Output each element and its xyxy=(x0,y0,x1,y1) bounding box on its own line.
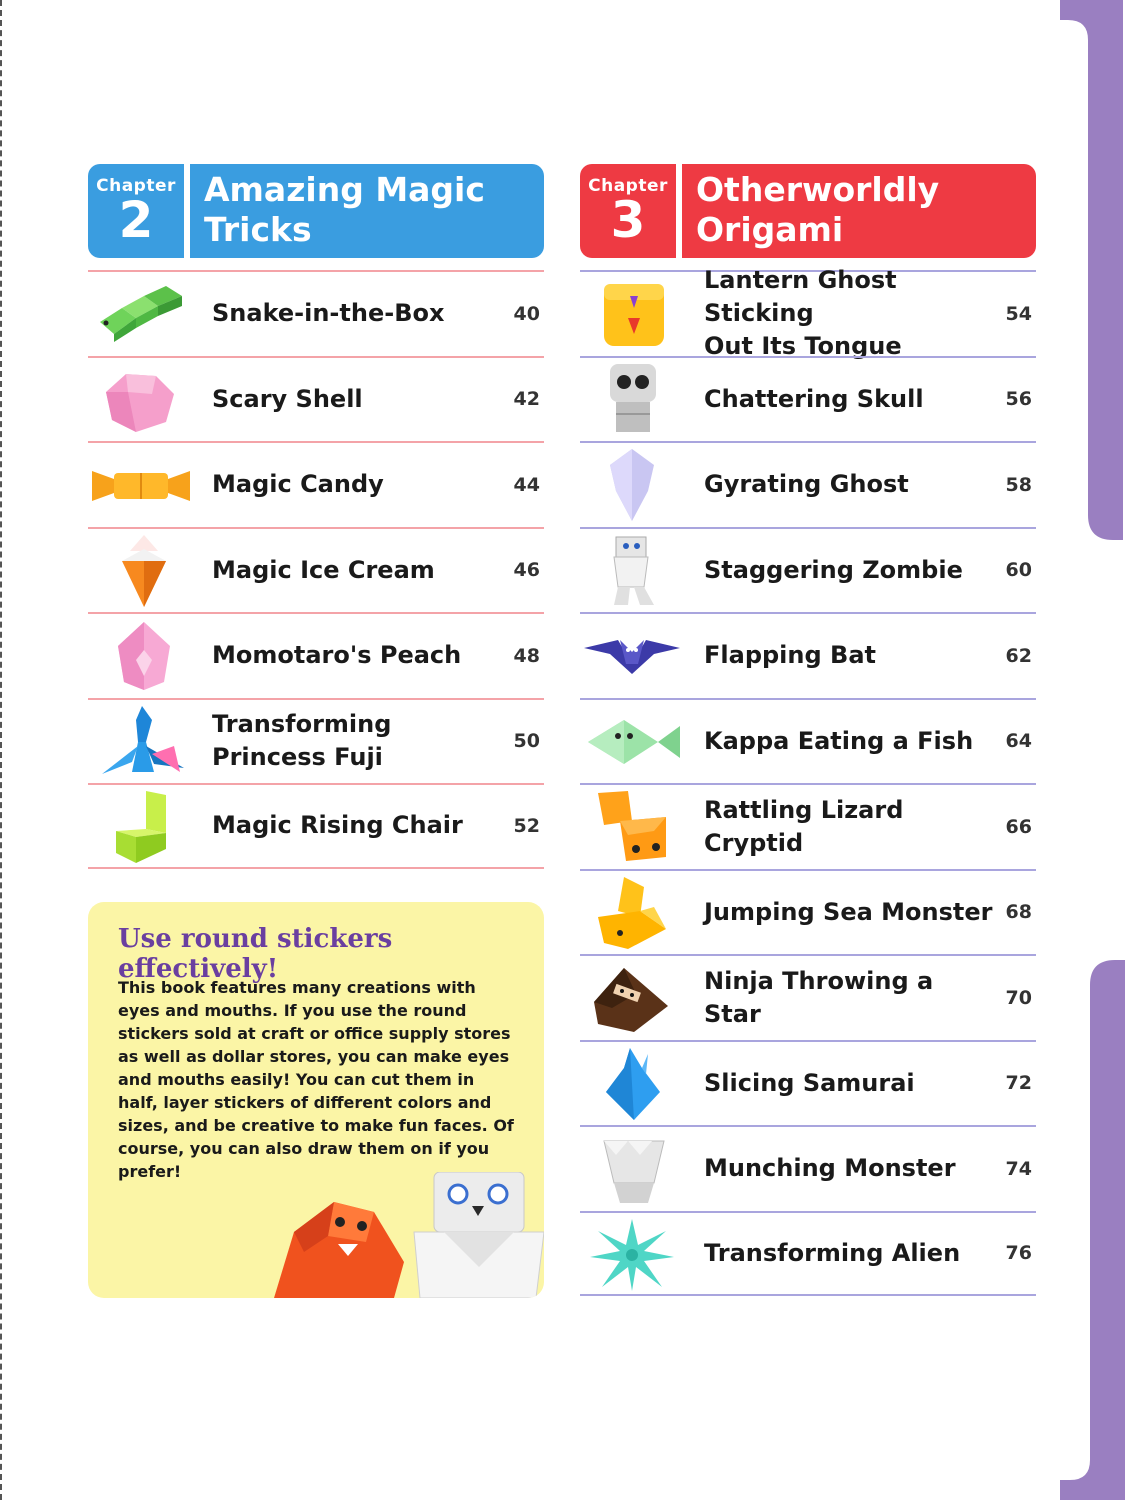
ice-cream-cone-origami-icon xyxy=(92,535,190,607)
entry-title: Rattling Lizard Cryptid xyxy=(704,795,904,857)
fish-origami-icon xyxy=(584,706,682,778)
chapter-2-contents-list xyxy=(88,270,544,869)
blue-bird-origami-icon xyxy=(92,706,190,778)
entry-title: Kappa Eating a Fish xyxy=(704,726,974,755)
chapter-title: Otherworldly Origami xyxy=(696,170,940,249)
toc-entry[interactable] xyxy=(580,356,1036,442)
toc-entry[interactable] xyxy=(88,783,544,869)
entry-title: Magic Ice Cream xyxy=(212,555,435,584)
chapter-number: 2 xyxy=(118,191,154,249)
entry-title: Momotaro's Peach xyxy=(212,641,462,670)
green-snake-origami-icon xyxy=(92,278,190,350)
toc-entry[interactable] xyxy=(580,1211,1036,1297)
entry-page-number: 66 xyxy=(1005,815,1032,838)
star-alien-origami-icon xyxy=(584,1219,682,1291)
toc-entry[interactable] xyxy=(88,356,544,442)
chapter-3-title-box xyxy=(682,164,1036,258)
entry-title: Transforming Princess Fuji xyxy=(212,710,392,772)
entry-page-number: 72 xyxy=(1005,1072,1032,1095)
toc-entry[interactable] xyxy=(580,1125,1036,1211)
entry-title: Magic Candy xyxy=(212,470,384,499)
entry-title: Transforming Alien xyxy=(704,1238,961,1267)
toc-entry[interactable] xyxy=(580,612,1036,698)
entry-page-number: 74 xyxy=(1005,1157,1032,1180)
toc-entry[interactable] xyxy=(580,266,1036,361)
entry-title: Chattering Skull xyxy=(704,384,924,413)
entry-page-number: 58 xyxy=(1005,473,1032,496)
chapter-number: 3 xyxy=(610,191,646,249)
toc-entry[interactable] xyxy=(580,954,1036,1040)
chapter-2-header xyxy=(88,164,544,258)
bat-origami-icon xyxy=(584,620,682,692)
pink-peach-origami-icon xyxy=(92,620,190,692)
entry-page-number: 40 xyxy=(513,302,540,325)
entry-page-number: 70 xyxy=(1005,986,1032,1009)
lizard-origami-icon xyxy=(584,791,682,863)
purple-side-tabs xyxy=(1060,0,1125,1500)
toc-entry[interactable] xyxy=(88,441,544,527)
toc-entry[interactable] xyxy=(580,783,1036,869)
entry-title: Jumping Sea Monster xyxy=(704,897,993,926)
toc-entry[interactable] xyxy=(580,869,1036,955)
entry-title: Gyrating Ghost xyxy=(704,470,909,499)
ghost-origami-icon xyxy=(584,449,682,521)
entry-page-number: 54 xyxy=(1005,302,1032,325)
lantern-ghost-origami-icon xyxy=(584,278,682,350)
monster-origami-icon xyxy=(584,1133,682,1205)
entry-page-number: 50 xyxy=(513,730,540,753)
toc-entry[interactable] xyxy=(88,527,544,613)
entry-title: Scary Shell xyxy=(212,384,363,413)
ninja-origami-icon xyxy=(584,962,682,1034)
toc-entry[interactable] xyxy=(580,698,1036,784)
entry-title: Munching Monster xyxy=(704,1154,956,1183)
entry-page-number: 46 xyxy=(513,559,540,582)
toc-entry[interactable] xyxy=(580,527,1036,613)
toc-entry[interactable] xyxy=(88,698,544,784)
chapter-label: Chapter xyxy=(96,176,176,196)
toc-entry[interactable] xyxy=(580,1040,1036,1126)
entry-page-number: 68 xyxy=(1005,901,1032,924)
entry-page-number: 62 xyxy=(1005,644,1032,667)
stickers-tip-box xyxy=(88,902,544,1298)
entry-title: Snake-in-the-Box xyxy=(212,299,445,328)
chapter-2-title-box xyxy=(190,164,544,258)
entry-page-number: 42 xyxy=(513,388,540,411)
skull-origami-icon xyxy=(584,364,682,436)
entry-title: Magic Rising Chair xyxy=(212,811,463,840)
toc-entry[interactable] xyxy=(88,270,544,356)
entry-title: Lantern Ghost Sticking Out Its Tongue xyxy=(704,266,902,361)
entry-title: Ninja Throwing a Star xyxy=(704,966,934,1028)
chapter-3-header xyxy=(580,164,1036,258)
chapter-title: Amazing Magic Tricks xyxy=(204,170,485,249)
green-chair-origami-icon xyxy=(92,791,190,863)
entry-page-number: 64 xyxy=(1005,730,1032,753)
chapter-3-contents-list xyxy=(580,266,1036,1296)
entry-page-number: 56 xyxy=(1005,388,1032,411)
toc-entry[interactable] xyxy=(580,441,1036,527)
samurai-origami-icon xyxy=(584,1048,682,1120)
pink-shell-origami-icon xyxy=(92,364,190,436)
chapter-label: Chapter xyxy=(588,176,668,196)
toc-entry[interactable] xyxy=(88,612,544,698)
entry-page-number: 48 xyxy=(513,644,540,667)
sea-monster-origami-icon xyxy=(584,877,682,949)
zombie-origami-icon xyxy=(584,535,682,607)
tip-body: This book features many creations with eyes and mouths. If you use the round stickers sold at craft or office supply stores as well as dollar stores, you can make eyes and mouths easily! You can cut them in half, layer stickers of different colors and sizes, and be creative to make fun faces. Of course, you can also draw them on if you prefer! xyxy=(118,978,514,1181)
entry-page-number: 44 xyxy=(513,473,540,496)
entry-title: Staggering Zombie xyxy=(704,555,963,584)
chapter-2-number-box xyxy=(88,164,184,258)
entry-page-number: 52 xyxy=(513,814,540,837)
page-edge-dashed-line xyxy=(0,0,2,1500)
entry-title: Slicing Samurai xyxy=(704,1068,915,1097)
orange-candy-origami-icon xyxy=(92,449,190,521)
entry-page-number: 76 xyxy=(1005,1242,1032,1265)
chapter-3-number-box xyxy=(580,164,676,258)
tip-heading: Use round stickers effectively! xyxy=(118,924,393,984)
entry-page-number: 60 xyxy=(1005,559,1032,582)
entry-title: Flapping Bat xyxy=(704,641,876,670)
origami-monsters-icon xyxy=(274,1172,544,1298)
